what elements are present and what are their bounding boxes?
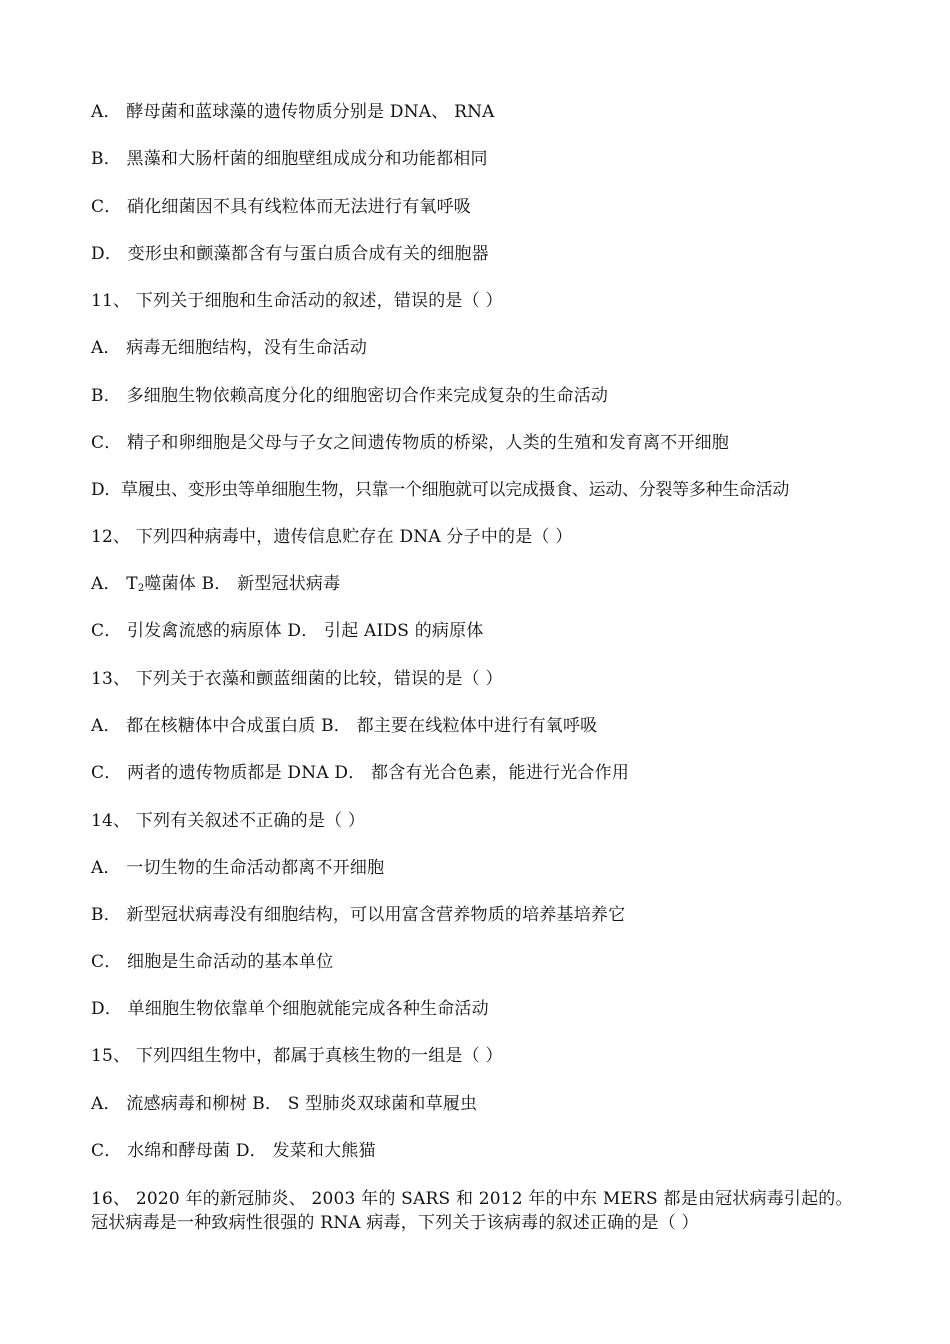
option-13ab: A． 都在核糖体中合成蛋白质 B． 都主要在线粒体中进行有氧呼吸 [91,716,598,736]
option-12a-prefix: A． T [91,574,138,594]
option-11b: B． 多细胞生物依赖高度分化的细胞密切合作来完成复杂的生命活动 [91,386,609,406]
option-10d: D． 变形虫和颤藻都含有与蛋白质合成有关的细胞器 [91,244,489,264]
option-13cd: C． 两者的遗传物质都是 DNA D． 都含有光合色素，能进行光合作用 [91,763,630,783]
option-10b: B． 黑藻和大肠杆菌的细胞壁组成成分和功能都相同 [91,149,488,169]
option-15cd: C． 水绵和酵母菌 D． 发菜和大熊猫 [91,1141,376,1161]
option-14c: C． 细胞是生命活动的基本单位 [91,952,334,972]
question-11: 11、 下列关于细胞和生命活动的叙述，错误的是（ ） [91,291,503,311]
option-11c: C． 精子和卵细胞是父母与子女之间遗传物质的桥梁，人类的生殖和发育离不开细胞 [91,433,730,453]
option-11a: A． 病毒无细胞结构，没有生命活动 [91,338,368,358]
option-14d: D． 单细胞生物依靠单个细胞就能完成各种生命活动 [91,999,489,1019]
option-15ab: A． 流感病毒和柳树 B． S 型肺炎双球菌和草履虫 [91,1094,478,1114]
option-12a-subscript: 2 [137,583,145,594]
question-15: 15、 下列四组生物中，都属于真核生物的一组是（ ） [91,1046,503,1066]
option-10a: A． 酵母菌和蓝球藻的遗传物质分别是 DNA、 RNA [91,102,495,122]
option-14a: A． 一切生物的生命活动都离不开细胞 [91,858,385,878]
question-16: 16、 2020 年的新冠肺炎、 2003 年的 SARS 和 2012 年的中东 MERS 都是由冠状病毒引起的。冠状病毒是一种致病性很强的 RNA 病毒，下列关于该病毒的叙述正确的是（ ） [91,1189,853,1233]
option-12ab [91,573,340,600]
option-11d: D．草履虫、变形虫等单细胞生物，只靠一个细胞就可以完成摄食、运动、分裂等多种生命活动 [91,480,790,500]
option-14b: B． 新型冠状病毒没有细胞结构，可以用富含营养物质的培养基培养它 [91,905,626,925]
question-12: 12、 下列四种病毒中，遗传信息贮存在 DNA 分子中的是（ ） [91,527,573,547]
option-12a-suffix: 噬菌体 B． 新型冠状病毒 [144,574,341,594]
option-10c: C． 硝化细菌因不具有线粒体而无法进行有氧呼吸 [91,197,472,217]
question-13: 13、 下列关于衣藻和颤蓝细菌的比较，错误的是（ ） [91,669,503,689]
option-12cd: C． 引发禽流感的病原体 D． 引起 AIDS 的病原体 [91,621,484,641]
question-14: 14、 下列有关叙述不正确的是（ ） [91,811,366,831]
